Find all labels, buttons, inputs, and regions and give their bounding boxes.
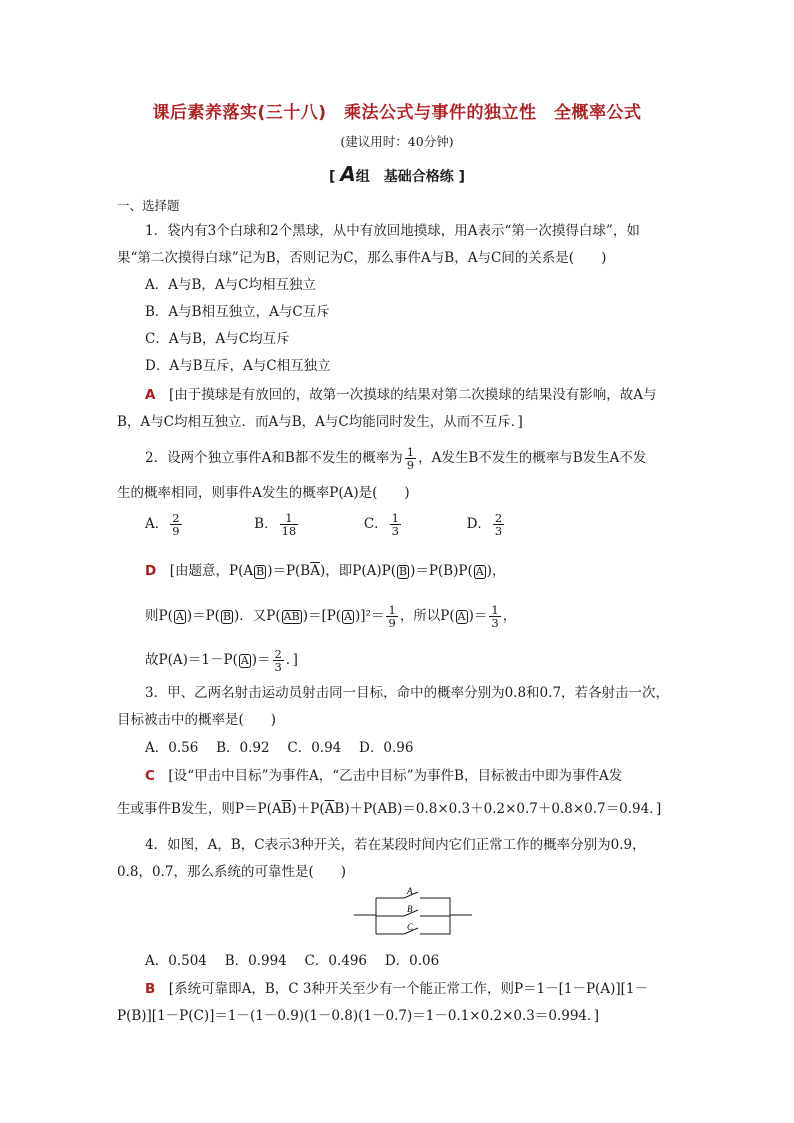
q2-option-b: B． $\frac{1}{18}$: [254, 511, 297, 538]
q2-stem-text: 2．设两个独立事件A和B都不发生的概率为: [145, 450, 403, 466]
q2-stem-denominator: 9: [406, 458, 415, 472]
q4-answer: B: [145, 981, 156, 997]
q2-answer: D: [145, 563, 157, 579]
switch-c: [376, 922, 450, 934]
q1-explanation-line1: [145, 386, 656, 404]
q3-explanation-text: [设“甲击中目标”为事件A，“乙击中目标”为事件B，目标被击中即为事件A发: [168, 768, 623, 784]
q4-stem-line2: 0.8，0.7，那么系统的可靠性是( ): [117, 864, 346, 880]
switch-b-label: B: [407, 904, 413, 914]
q3-explanation-line2: 生或事件B发生，则$P=P(A\overline{B})+P(\overline{A}B)+P(AB)=0.8\times 0.3+0.2\times 0.7+0.8\times 0.7=0.94$．]: [117, 801, 662, 817]
switch-a-label: A: [407, 886, 413, 896]
q4-explanation-text: [系统可靠即A，B，C 3种开关至少有一个能正常工作，则P＝1－[1－P(A)][1－: [168, 981, 648, 997]
q2-solution-line3: 故P(A)＝1－P( A )＝ $\frac{2}{3}$ ．]: [145, 647, 298, 674]
q2-solution-line1: D [由题意，P(A B )$=P(B\overline{A})$，即P(A)P( B )＝P(B)P( A )，: [145, 563, 506, 579]
q1-stem-line1: 1．袋内有3个白球和2个黑球，从中有放回地摸球，用A表示“第一次摸得白球”，如: [145, 223, 640, 239]
q1-option-c: C．A与B，A与C均互斥: [145, 331, 290, 347]
q3-answer: C: [145, 768, 155, 784]
q1-stem-line2: 果“第二次摸得白球”记为B，否则记为C，那么事件A与B，A与C间的关系是( ): [117, 250, 607, 266]
q3-options: A．0.56 B．0.92 C．0.94 D．0.96: [145, 740, 414, 756]
q3-stem-line1: 3．甲、乙两名射击运动员射击同一目标，命中的概率分别为0.8和0.7，若各射击一次，: [145, 685, 670, 701]
q1-option-b: B．A与B相互独立，A与C互斥: [145, 304, 330, 320]
q4-explanation-line1: [145, 980, 648, 998]
q2-stem-numerator: 1: [406, 445, 415, 459]
group-bracket-open: [: [328, 169, 336, 185]
q1-option-d: D．A与B互斥，A与C相互独立: [145, 358, 331, 374]
group-label: 组 基础合格练: [355, 169, 454, 185]
q3-stem-line2: 目标被击中的概率是( ): [117, 712, 277, 728]
q2-stem-text-b: ，A发生B不发生的概率与B发生A不发: [418, 450, 647, 466]
q1-option-a: A．A与B，A与C均相互独立: [145, 277, 316, 293]
q2-option-a: A． $\frac{2}{9}$: [145, 511, 180, 538]
q4-options: A．0.504 B．0.994 C．0.496 D．0.06: [145, 953, 440, 969]
q2-option-d: D． $\frac{2}{3}$: [466, 511, 503, 538]
q2-option-c: C． $\frac{1}{3}$: [363, 511, 399, 538]
switch-c-label: C: [407, 922, 414, 932]
q2-stem-fraction: [405, 446, 416, 471]
q4-stem-line1: 4．如图，A，B，C表示3种开关，若在某段时间内它们正常工作的概率分别为0.9，: [145, 837, 646, 853]
q3-explanation-line1: [145, 767, 622, 785]
q2-stem-line1: [145, 446, 646, 471]
time-hint: (建议用时：40分钟): [340, 134, 454, 149]
section-heading: 一、选择题: [117, 198, 180, 213]
switch-b: [376, 904, 450, 916]
q1-explanation-line2: B，A与C均相互独立．而A与B，A与C均能同时发生，从而不互斥．]: [117, 414, 523, 430]
q1-answer: A: [145, 387, 156, 403]
q2-solution-line2: 则P( A )＝P( B )．又P( AB )＝[P( A )]²＝ $\frac{1}{9}$ ，所以P( A )＝ $\frac{1}{3}$ ，: [145, 603, 517, 630]
group-bracket-close: ]: [458, 169, 466, 185]
group-letter: A: [340, 162, 356, 186]
q1-explanation-text: [由于摸球是有放回的，故第一次摸球的结果对第二次摸球的结果没有影响，故A与: [168, 387, 657, 403]
q2-options: [145, 512, 506, 537]
parallel-circuit-diagram: [354, 886, 472, 944]
q2-stem-line2: 生的概率相同，则事件A发生的概率P(A)是( ): [117, 485, 410, 501]
switch-a: [376, 886, 450, 898]
group-heading: [0, 162, 794, 186]
page-title: 课后素养落实(三十八) 乘法公式与事件的独立性 全概率公式: [152, 103, 642, 123]
q4-explanation-line2: P(B)][1－P(C)]＝1－(1－0.9)(1－0.8)(1－0.7)＝1－0.1×0.2×0.3＝0.994．]: [117, 1008, 600, 1024]
